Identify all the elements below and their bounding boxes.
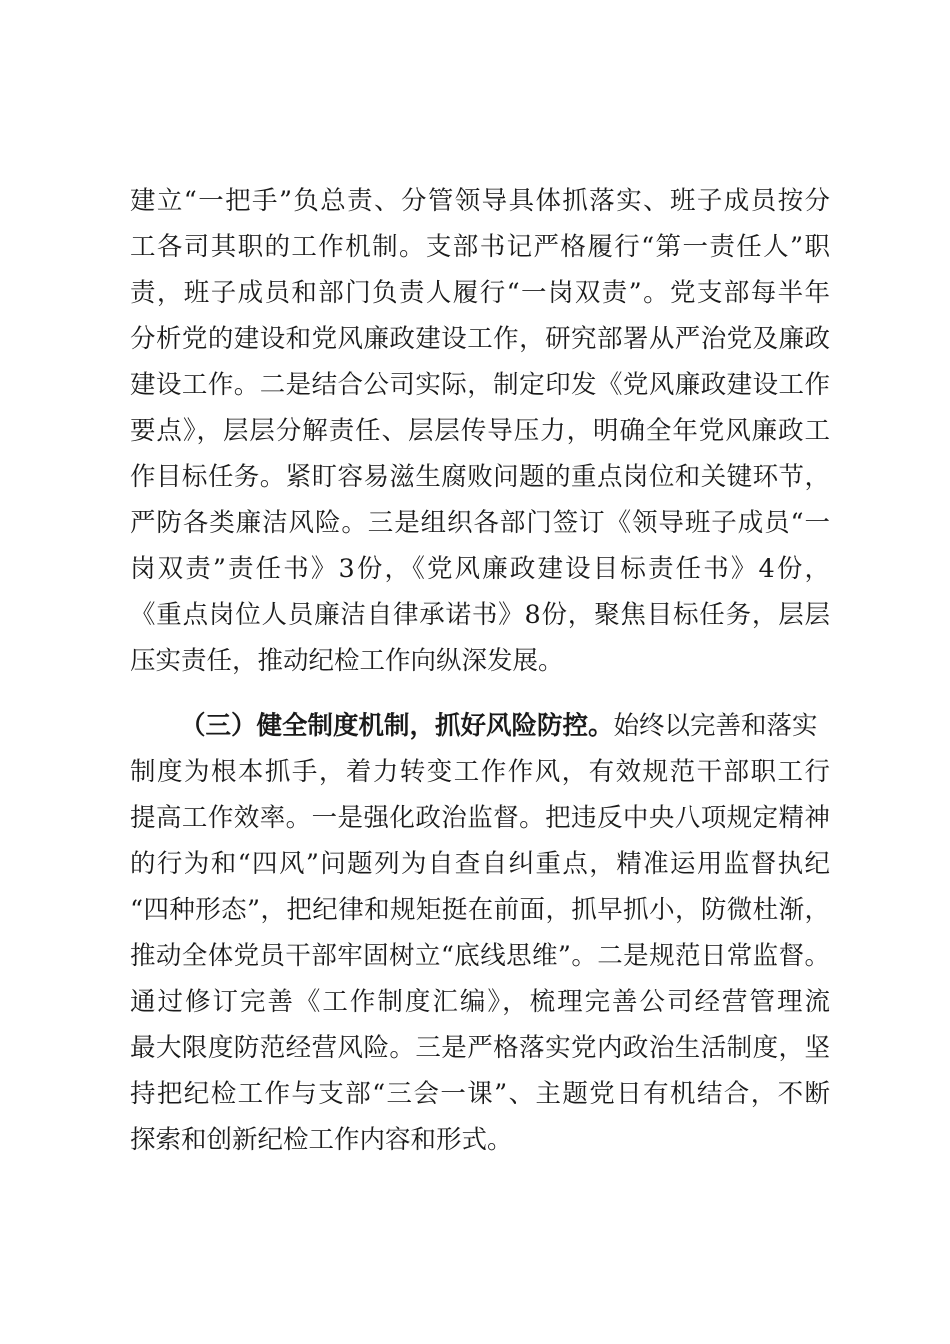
- paragraph-line: 责，班子成员和部门负责人履行“一岗双责”。党支部每半年: [130, 278, 830, 308]
- paragraph-line: 最大限度防范经营风险。三是严格落实党内政治生活制度，坚: [130, 1033, 830, 1063]
- paragraph-line: 岗双责”责任书》3份，《党风廉政建设目标责任书》4份，: [130, 554, 830, 584]
- paragraph-line: 提高工作效率。一是强化政治监督。把违反中央八项规定精神: [130, 803, 830, 833]
- paragraph-line-last: 压实责任，推动纪检工作向纵深发展。: [130, 646, 564, 676]
- paragraph-line: 工各司其职的工作机制。支部书记严格履行“第一责任人”职: [130, 232, 830, 262]
- paragraph-system-mechanism: [130, 703, 830, 1163]
- paragraph-line: 严防各类廉洁风险。三是组织各部门签订《领导班子成员“一: [130, 508, 830, 538]
- paragraph-first-line: [130, 703, 830, 749]
- heading-continuation: 始终以完善和落实: [613, 711, 818, 741]
- paragraph-line: 制度为根本抓手，着力转变工作作风，有效规范干部职工行: [130, 757, 830, 787]
- paragraph-line: 推动全体党员干部牢固树立“底线思维”。二是规范日常监督。: [130, 941, 830, 971]
- paragraph-line: 《重点岗位人员廉洁自律承诺书》8份，聚焦目标任务，层层: [130, 600, 830, 630]
- paragraph-line: 建设工作。二是结合公司实际，制定印发《党风廉政建设工作: [130, 370, 830, 400]
- paragraph-line: “四种形态”，把纪律和规矩挺在前面，抓早抓小，防微杜渐，: [130, 895, 830, 925]
- paragraph-line: 持把纪检工作与支部“三会一课”、主题党日有机结合，不断: [130, 1079, 830, 1109]
- paragraph-responsibility: [130, 178, 830, 684]
- paragraph-line-last: 探索和创新纪检工作内容和形式。: [130, 1125, 513, 1155]
- paragraph-line: 建立“一把手”负总责、分管领导具体抓落实、班子成员按分: [130, 186, 830, 216]
- paragraph-line: 作目标任务。紧盯容易滋生腐败问题的重点岗位和关键环节，: [130, 462, 830, 492]
- paragraph-line: 通过修订完善《工作制度汇编》，梳理完善公司经营管理流: [130, 987, 830, 1017]
- paragraph-line: 的行为和“四风”问题列为自查自纠重点，精准运用监督执纪: [130, 849, 830, 879]
- paragraph-line: 分析党的建设和党风廉政建设工作，研究部署从严治党及廉政: [130, 324, 830, 354]
- section-heading: （三）健全制度机制，抓好风险防控。: [180, 711, 614, 741]
- paragraph-line: 要点》，层层分解责任、层层传导压力，明确全年党风廉政工: [130, 416, 830, 446]
